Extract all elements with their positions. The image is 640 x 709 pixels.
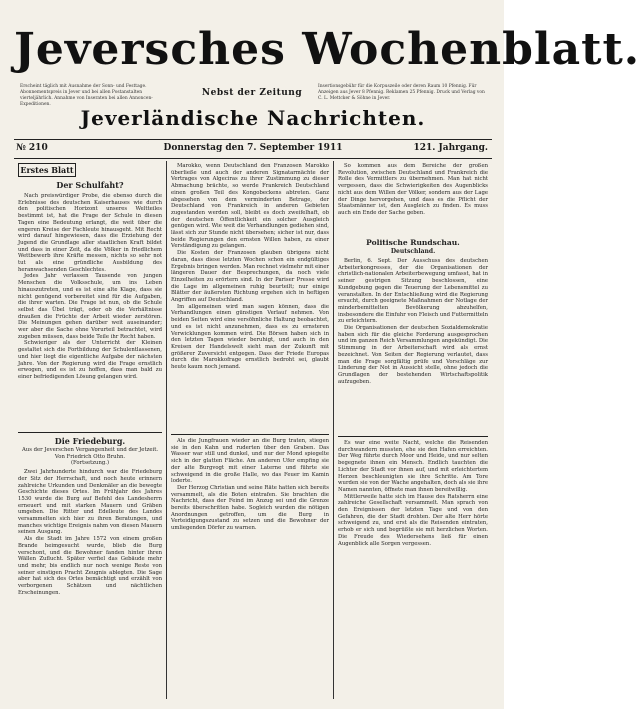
masthead-title: Jeversches Wochenblatt.: [14, 24, 640, 75]
column-divider: [166, 161, 167, 699]
article-paragraph: Marokko, wenn Deutschland den Franzosen Marokko überließe und auch der anderen Signatarmächte der Vertrages von Algeciras zu ihrer Zustimmung zu dieser Abmachung brächte, so werde Frankreich Deutschland einen großen Teil des Kongobeckens abtreten. Ganz abgesehen von dem verminderten Betrage, der Deutschland von Frankreich in anderen Gebieten zugestanden werden soll, bleibt es doch zweifelhaft, ob der deutschen Öffentlichkeit ein solcher Ausgleich genügen wird. Wie weit die Verhandlungen gediehen sind, lässt sich zur Stunde nicht übersehen; sicher ist nur, dass beide Regierungen den ernsten Willen haben, zu einer Verständigung zu gelangen.: [171, 163, 329, 250]
divider-bottom: [14, 158, 492, 159]
article-paragraph: So kommen aus dem Bereiche der großen Revolution, zwischen Deutschland und Frankreich die Rolle des Vermittlers zu übernehmen. Man hat nicht vergessen, dass die Schwierigkeiten des Augenblicks nicht aus dem Willen der Völker, sondern aus der Lage der Dinge hervorgehen, und dass es die Pflicht der Staatsmänner ist, den Ausgleich zu finden. Es muss auch ein Ende der Sache geben.: [338, 163, 488, 216]
column-3-rundschau: [338, 238, 488, 434]
article-paragraph: Schwieriger als der Unterricht der Kleinen gestaltet sich die Fortbildung der Schulentlassenen, und hier liegt die eigentliche Aufgabe der nächsten Jahre. Von der Regierung wird die Frage ernstlich erwogen, und es ist zu hoffen, dass man bald zu einer befriedigenden Lösung gelangen wird.: [18, 340, 162, 380]
headline-rundschau: Politische Rundschau.: [366, 238, 460, 247]
rundschau-subhead: Deutschland.: [390, 248, 436, 255]
issue-year: 121. Jahrgang.: [413, 143, 488, 153]
article-paragraph: Mittlerweile hatte sich im Hause des Ratsherrn eine zahlreiche Gesellschaft versammelt. Man sprach von den Ereignissen der letzten Tage und von den Gefahren, die der Stadt drohten. Der alte Herr hörte schweigend zu, und erst als die Reisenden eintraten, erhob er sich und begrüßte sie mit herzlichen Worten. Die Freude des Wiedersehens ließ für einen Augenblick alle Sorgen vergessen.: [338, 493, 488, 547]
issue-date: Donnerstag den 7. September 1911: [163, 143, 343, 153]
issue-number: № 210: [16, 143, 48, 153]
article-divider: [171, 434, 329, 435]
article-paragraph: Die Kosten der Franzosen glauben übrigens nicht daran, dass diese letzten Wochen schon ein endgültiges Ergebnis bringen werden. Man rechnet vielmehr mit einer längeren Dauer der Besprechungen, da noch viele Einzelheiten zu erörtern sind. In der Pariser Presse wird die Lage im allgemeinen ruhig beurteilt; nur einige Blätter der äußersten Richtung ergehen sich in heftigen Angriffen auf Deutschland.: [171, 250, 329, 304]
article-paragraph: Im allgemeinen wird man sagen können, dass die Verhandlungen einen günstigen Verlauf nehmen. Von beiden Seiten wird eine versöhnliche Haltung beobachtet, und es ist nicht anzunehmen, dass es zu ernsteren Verwicklungen kommen wird. Die Börsen haben sich in den letzten Tagen wieder beruhigt, und auch in den Kreisen der Handelswelt sieht man der Zukunft mit größerer Zuversicht entgegen. Dass der Friede Europas durch die Marokkofrage ernstlich bedroht sei, glaubt heute kaum noch jemand.: [171, 303, 329, 371]
article-paragraph: Als die Jungfrauen wieder an die Burg traten, stiegen sie in den Kahn und ruderten über den Graben. Das Wasser war still und dunkel, und nur der Mond spiegelte sich in der glatten Fläche. Am anderen Ufer empfing sie der alte Burgvogt mit einer Laterne und führte sie schweigend in die große Halle, wo das Feuer im Kamin loderte.: [171, 438, 329, 485]
column-1-bottom: [18, 436, 162, 696]
article-paragraph: Es war eine weite Nacht, welche die Reisenden durchwandern mussten, ehe sie den Hafen erreichten. Der Weg führte durch Moor und Heide, und nur selten begegnete ihnen ein Mensch. Endlich tauchten die Lichter der Stadt vor ihnen auf, und mit erleichtertem Herzen beschleunigten sie ihre Schritte. Am Tore wurden sie von der Wache angehalten, doch als sie ihre Namen nannten, öffnete man ihnen bereitwillig.: [338, 440, 488, 493]
column-2-top: [171, 163, 329, 433]
article-divider: [338, 436, 488, 437]
article-paragraph: Jedes Jahr verlassen Tausende von jungen Menschen die Volksschule, um ins Leben hinauszutreten, und es ist eine alte Klage, dass sie nicht genügend vorbereitet sind für die Aufgaben, die ihrer warten. Die Frage ist nun, ob die Schule selbst das Übel trägt, oder ob die Verhältnisse draußen die Früchte der Arbeit wieder zerstören. Die Meinungen gehen darüber weit auseinander; wer aber die Sache ohne Vorurteil betrachtet, wird zugeben müssen, dass beide Teile ihr Recht haben.: [18, 273, 162, 340]
friedeburg-byline: Aus der Jeverschen Vergangenheit und der Jetzeit. Von Friedrich Otto Bruhn.: [21, 447, 159, 460]
section-erstes-blatt: Erstes Blatt: [18, 163, 76, 177]
headline-friedeburg: Die Friedeburg.: [54, 436, 126, 446]
headline-schulfach: Der Schulfaht?: [56, 180, 124, 190]
masthead-info-right: Insertionsgebühr für die Korpuszeile oder deren Raum 10 Pfennig. Für Anzeigen aus Jever 8 Pfennig. Reklamen 25 Pfennig. Druck und Verlag von C. L. Mettcker & Söhne in Jever.: [318, 84, 485, 101]
article-paragraph: Die Organisationen der deutschen Sozialdemokratie haben sich für die gleiche Forderung ausgesprochen und im ganzen Reich Versammlungen angekündigt. Die Stimmung in der Arbeiterschaft wird als ernst bezeichnet. Von Seiten der Regierung verlautet, dass man die Frage sorgfältig prüfe und Vorschläge zur Linderung der Not in Aussicht stelle, ohne jedoch die Grundlagen der bestehenden Wirtschaftspolitik aufzugeben.: [338, 325, 488, 385]
column-3-bottom: [338, 440, 488, 696]
article-paragraph: Als die Stadt im Jahre 1572 von einem großen Brande heimgesucht wurde, blieb die Burg verschont, und die Bewohner fanden hinter ihren Wällen Zuflucht. Später verfiel das Gebäude mehr und mehr, bis endlich nur noch wenige Reste von seiner einstigen Pracht Zeugnis ablegten. Die Sage aber hat sich des Ortes bemächtigt und erzählt von verborgenen Schätzen und nächtlichen Erscheinungen.: [18, 536, 162, 596]
divider-top: [14, 139, 492, 140]
masthead-nebst: Nebst der Zeitung: [201, 88, 303, 98]
column-2-bottom: [171, 438, 329, 696]
masthead-info-left: Erscheint täglich mit Ausnahme der Sonn- und Festtage. Abonnementspreis in Jever und bei allen Postanstalten vierteljährlich. Annahme von Inseraten bei allen Annoncen-Expeditionen.: [20, 84, 153, 107]
friedeburg-sub: (Fortsetzung.): [70, 460, 110, 467]
article-paragraph: Zwei Jahrhunderte hindurch war die Friedeburg der Sitz der Herrschaft, und noch heute erinnern zahlreiche Urkunden und Denkmäler an die bewegte Geschichte dieses Ortes. Im Frühjahr des Jahres 1530 wurde die Burg auf Befehl des Landesherrn erneuert und mit starken Mauern und Gräben umgeben. Die Ritter und Edelleute des Landes versammelten sich hier zu ihren Beratungen, und manches wichtige Ereignis nahm von diesen Mauern seinen Ausgang.: [18, 469, 162, 536]
article-divider: [18, 432, 162, 433]
article-paragraph: Nach preiswürdiger Probe, die ebenso durch die Erlebnisse des deutschen Kaiserhauses wie durch den politischen Horizont unseres Weltteiles bestimmt ist, hat die Frage der Schule in diesen Tagen eine Bedeutung erlangt, die weit über die engeren Kreise der Fachleute hinausgeht. Mit Recht wird darauf hingewiesen, dass die Erziehung der Jugend die Grundlage aller staatlichen Kraft bildet und dass in einer Zeit, da die Völker in friedlichem Wettbewerb ihre Kräfte messen, nichts so sehr not tut als eine gründliche Ausbildung des heranwachsenden Geschlechtes.: [18, 193, 162, 273]
dateline: [14, 143, 492, 157]
masthead-subtitle: Jeverländische Nachrichten.: [80, 106, 426, 130]
article-paragraph: Berlin, 6. Sept. Der Ausschuss des deutschen Arbeiterkongresses, der die Organisationen der christlich-nationalen Arbeiterbewegung umfasst, hat in seiner gestrigen Sitzung beschlossen, eine Kundgebung gegen die Teuerung der Lebensmittel zu veranstalten. In der Entschließung wird die Regierung ersucht, durch geeignete Maßnahmen der Notlage der minderbemittelten Bevölkerung abzuhelfen, insbesondere die Einfuhr von Fleisch und Futtermitteln zu erleichtern.: [338, 258, 488, 325]
column-divider: [333, 161, 334, 699]
column-3-intro: [338, 163, 488, 233]
column-1-top: [18, 180, 162, 430]
article-paragraph: Der Herzog Christian und seine Räte hatten sich bereits versammelt, als die Boten eintrafen. Sie brachten die Nachricht, dass der Feind im Anzug sei und die Grenze bereits überschritten habe. Sogleich wurden die nötigen Anordnungen getroffen, um die Burg in Verteidigungszustand zu setzen und die Bewohner der umliegenden Dörfer zu warnen.: [171, 484, 329, 532]
